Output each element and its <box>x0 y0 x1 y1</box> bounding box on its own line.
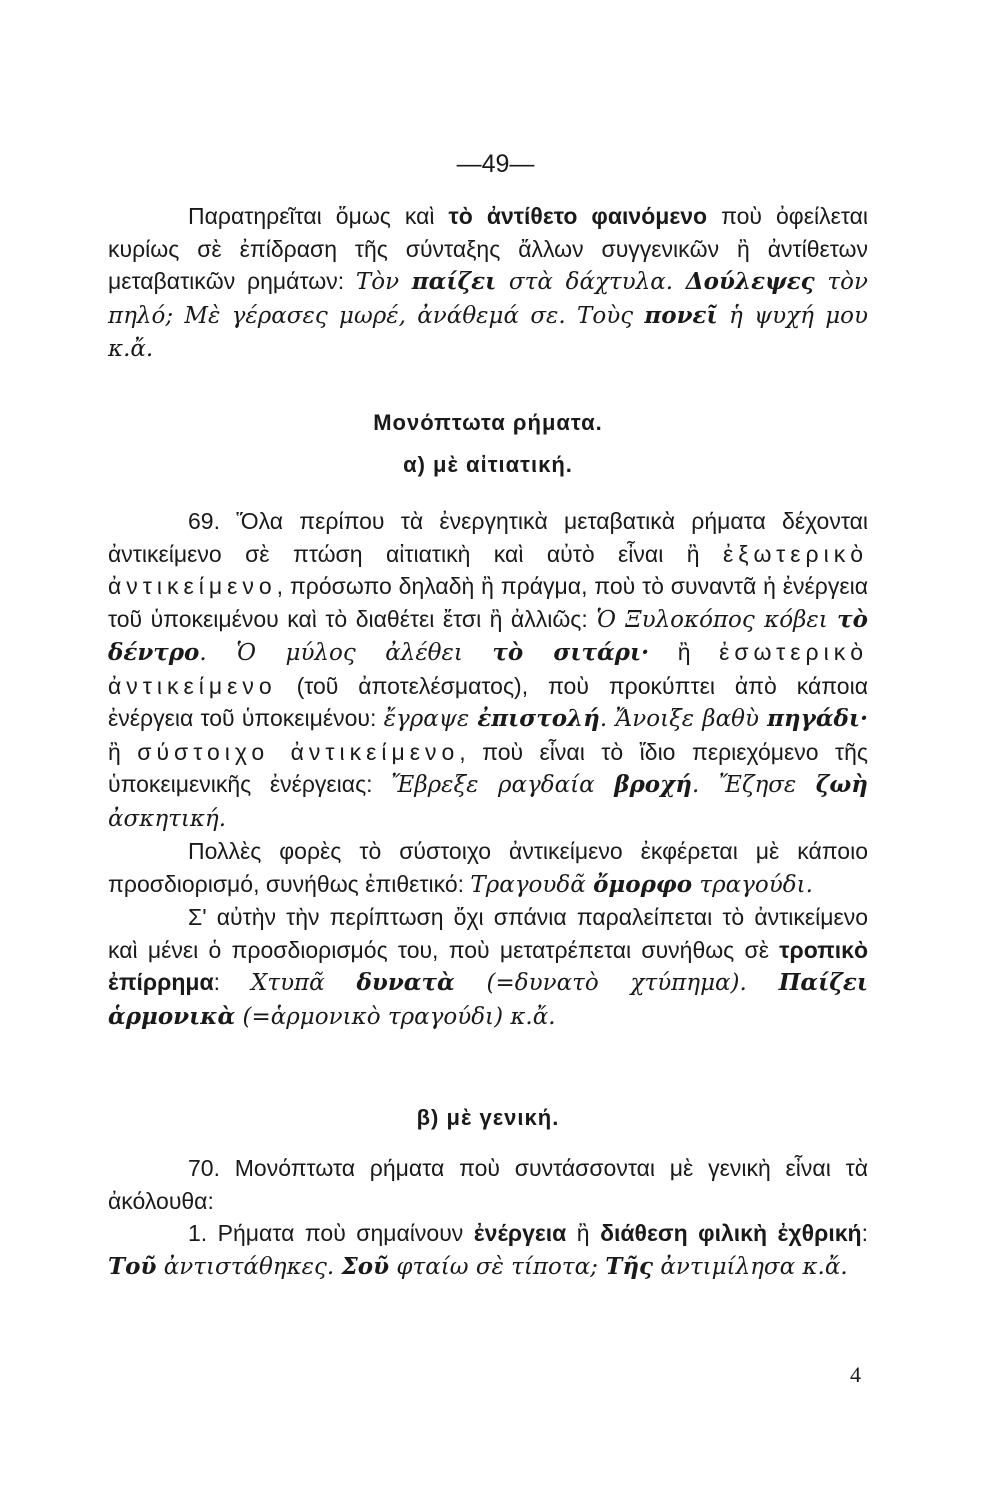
text-run: ἢ <box>108 738 138 765</box>
bold-term: τροπικὸ ἐπίρρημα <box>108 936 868 995</box>
spaced-term: ἐσωτερικὸ ἀντικείμενο <box>108 639 868 699</box>
paragraph-this-case <box>108 901 868 1033</box>
text-run: , πρόσωπο δηλαδὴ ἢ πράγμα, ποὺ τὸ συναντᾶ ἡ ἐνέργεια τοῦ ὑποκειμένου καὶ τὸ διαθέτει ἔτσι ἢ ἀλλιῶς: <box>108 573 868 632</box>
example-italic: . Ἔζησε <box>691 772 816 798</box>
text-run: 69. Ὅλα περίπου τὰ ἐνεργητικὰ μεταβατικὰ ρήματα δέχονται ἀντικείμενο σὲ πτώση αἰτιατικὴ καὶ αὐτὸ εἶναι ἢ <box>108 508 868 567</box>
text-run: Παρατηρεῖται ὅμως καὶ <box>188 203 449 229</box>
intro-block <box>108 200 868 366</box>
example-italic: . Ἄνοιξε βαθὺ <box>599 706 768 732</box>
text-run: : <box>213 969 251 995</box>
text-run: ποὺ ὀφείλεται κυρίως σὲ ἐπίδραση τῆς σύνταξης ἄλλων συγγενικῶν ἢ ἀντίθετων μεταβατικῶν ρημάτων: <box>108 203 868 294</box>
example-italic: στὰ δάχτυλα. <box>496 269 686 295</box>
example-bold: ἐπιστολή <box>477 705 600 732</box>
text-run: Σ' αὐτὴν τὴν περίπτωση ὄχι σπάνια παραλείπεται τὸ ἀντικείμενο καὶ μένει ὁ προσδιορισμός του, ποὺ μετατρέπεται συνήθως σὲ <box>108 904 868 963</box>
example-bold: δυνατὰ <box>356 969 455 996</box>
text-run: ἢ <box>566 1220 601 1246</box>
example-bold: πηγάδι· <box>767 705 869 732</box>
text-run: 1. Ρήματα ποὺ σημαίνουν <box>188 1220 474 1246</box>
example-bold: Δούλεψες <box>685 268 815 295</box>
bold-term: διάθεση φιλικὴ ἐχθρική <box>600 1220 862 1246</box>
page-number: —49— <box>456 150 535 178</box>
example-bold: Σοῦ <box>341 1252 390 1280</box>
example-bold: παίζει <box>411 268 497 295</box>
paragraph-69 <box>108 505 868 835</box>
bold-term: τὸ ἀντίθετο φαινόμενο <box>448 203 708 229</box>
example-italic: Ἔβρεξε ραγδαία <box>391 772 615 798</box>
paragraph-70: 70. Μονόπτωτα ρήματα ποὺ συντάσσονται μὲ γενικὴ εἶναι τὰ ἀκόλουθα: <box>108 1155 868 1214</box>
example-italic: (=δυνατὸ χτύπημα). <box>454 970 779 996</box>
bold-term: ἐνέργεια <box>473 1220 567 1246</box>
text-run: ἢ <box>649 639 720 665</box>
example-italic: τὸν πηλό; Μὲ γέρασες μωρέ, ἀνάθεμά σε. Τοὺς <box>108 269 868 329</box>
spaced-term: ἐξωτερικὸ ἀντικείμενο <box>108 540 868 599</box>
section-69-block <box>108 505 868 1033</box>
text-run: (τοῦ ἀποτελέσματος), ποὺ προκύπτει ἀπὸ κάποια ἐνέργεια τοῦ ὑποκειμένου: <box>108 672 868 731</box>
example-bold: ὄμορφο <box>593 870 693 898</box>
example-bold: Παίζει <box>778 969 868 996</box>
signature-mark: 4 <box>850 1362 861 1387</box>
list-item-1 <box>108 1217 868 1283</box>
paragraph-many-times <box>108 835 868 901</box>
section-70-block <box>108 1152 868 1283</box>
example-italic: . Ὁ μύλος ἀλέθει <box>199 640 493 666</box>
example-bold: ζωὴ <box>815 771 869 798</box>
example-italic: ἔγραψε <box>383 706 478 732</box>
text-run: Πολλὲς φορὲς τὸ σύστοιχο ἀντικείμενο ἐκφέρεται μὲ κάποιο προσδιορισμό, συνήθως ἐπιθετικό: <box>108 838 868 897</box>
subsection-heading: α) μὲ αἰτιατική. <box>403 452 573 477</box>
example-italic: φταίω σὲ τίποτα; <box>389 1253 606 1280</box>
example-italic: ἡ ψυχή μου κ.ἄ. <box>108 302 868 362</box>
example-bold: τὸ σιτάρι· <box>492 639 650 666</box>
example-bold: τὸ δέντρο <box>108 605 868 666</box>
example-italic: ἀντιμίλησα κ.ἄ. <box>653 1253 848 1280</box>
spaced-term: σύστοιχο ἀντικείμενο <box>137 738 460 765</box>
example-bold: πονεῖ <box>644 301 718 329</box>
example-italic: Τραγουδᾶ <box>470 871 594 898</box>
example-italic: (=ἁρμονικὸ τραγούδι) κ.ἄ. <box>235 1003 556 1030</box>
example-italic: ἀντιστάθηκες. <box>156 1253 342 1280</box>
text-run: : <box>861 1220 868 1246</box>
example-bold: βροχή <box>614 771 692 798</box>
example-italic: Χτυπᾶ <box>250 970 357 996</box>
example-italic: Ὁ Ξυλοκόπος κόβει <box>596 606 838 633</box>
example-bold: Τοῦ <box>108 1252 157 1280</box>
intro-paragraph <box>108 200 868 366</box>
text-run: , ποὺ εἶναι τὸ ἴδιο περιεχόμενο τῆς ὑποκειμενικῆς ἐνέργειας: <box>108 738 869 797</box>
subsection-heading: β) μὲ γενική. <box>416 1105 560 1130</box>
example-italic: Τὸν <box>355 269 412 295</box>
section-heading: Μονόπτωτα ρήματα. <box>373 410 603 435</box>
example-bold: ἁρμονικὰ <box>108 1002 236 1030</box>
example-italic: τραγούδι. <box>692 871 813 898</box>
example-italic: ἀσκητική. <box>108 805 227 832</box>
example-bold: Τῆς <box>605 1252 654 1280</box>
